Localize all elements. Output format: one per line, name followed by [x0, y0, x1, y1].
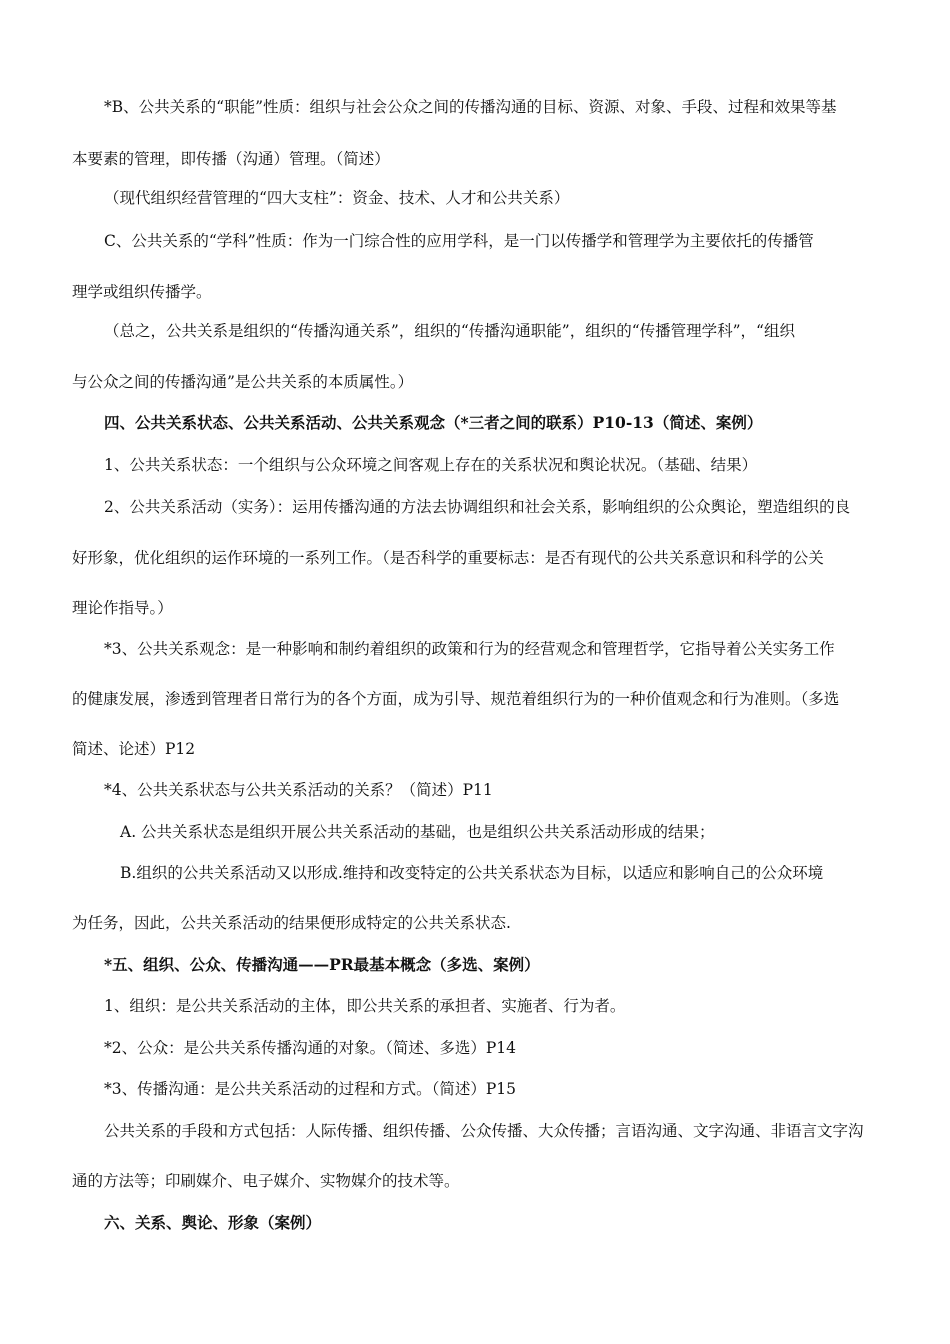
heading-section-four: 四、公共关系状态、公共关系活动、公共关系观念（*三者之间的联系）P10-13（简述、案例） — [104, 413, 763, 432]
item-public: *2、公众：是公共关系传播沟通的对象。（简述、多选）P14 — [104, 1039, 517, 1057]
paragraph-c-discipline-line1: C、公共关系的“学科”性质：作为一门综合性的应用学科，是一门以传播学和管理学为主要依托的传播管 — [104, 232, 814, 250]
summary-line1: （总之，公共关系是组织的“传播沟通关系”，组织的“传播沟通职能”，组织的“传播管理学科”，“组织 — [104, 322, 795, 340]
paragraph-c-discipline-line2: 理学或组织传播学。 — [72, 283, 212, 301]
paragraph-b-function-line1: *B、公共关系的“职能”性质：组织与社会公众之间的传播沟通的目标、资源、对象、手段、过程和效果等基 — [104, 98, 837, 116]
point-b-line1: B.组织的公共关系活动又以形成.维持和改变特定的公共关系状态为目标，以适应和影响自己的公众环境 — [120, 864, 824, 882]
item-pr-concept-line1: *3、公共关系观念：是一种影响和制约着组织的政策和行为的经营观念和管理哲学，它指导着公关实务工作 — [104, 640, 835, 658]
pr-means-line1: 公共关系的手段和方式包括：人际传播、组织传播、公众传播、大众传播；言语沟通、文字沟通、非语言文字沟 — [104, 1122, 864, 1140]
pr-means-line2: 通的方法等；印刷媒介、电子媒介、实物媒介的技术等。 — [72, 1172, 460, 1190]
item-organization: 1、组织：是公共关系活动的主体，即公共关系的承担者、实施者、行为者。 — [104, 997, 626, 1015]
item-state-activity-relation: *4、公共关系状态与公共关系活动的关系？（简述）P11 — [104, 781, 493, 799]
item-pr-activity-line1: 2、公共关系活动（实务）：运用传播沟通的方法去协调组织和社会关系，影响组织的公众舆论，塑造组织的良 — [104, 498, 851, 516]
heading-section-five: *五、组织、公众、传播沟通——PR最基本概念（多选、案例） — [104, 955, 540, 974]
item-pr-concept-line2: 的健康发展，渗透到管理者日常行为的各个方面，成为引导、规范着组织行为的一种价值观念和行为准则。（多选 — [72, 690, 840, 708]
heading-section-six: 六、关系、舆论、形象（案例） — [104, 1213, 322, 1232]
point-a: A. 公共关系状态是组织开展公共关系活动的基础，也是组织公共关系活动形成的结果； — [120, 823, 715, 841]
paragraph-b-function-line2: 本要素的管理，即传播（沟通）管理。（简述） — [72, 150, 390, 168]
item-pr-activity-line2: 好形象，优化组织的运作环境的一系列工作。（是否科学的重要标志：是否有现代的公共关系意识和科学的公关 — [72, 549, 824, 567]
item-pr-state: 1、公共关系状态：一个组织与公众环境之间客观上存在的关系状况和舆论状况。（基础、结果） — [104, 456, 758, 474]
note-four-pillars: （现代组织经营管理的“四大支柱”：资金、技术、人才和公共关系） — [104, 189, 570, 207]
point-b-line2: 为任务，因此，公共关系活动的结果便形成特定的公共关系状态. — [72, 914, 511, 932]
item-pr-concept-line3: 简述、论述）P12 — [72, 740, 196, 758]
summary-line2: 与公众之间的传播沟通”是公共关系的本质属性。） — [72, 373, 414, 391]
item-pr-activity-line3: 理论作指导。） — [72, 599, 173, 617]
item-communication: *3、传播沟通：是公共关系活动的过程和方式。（简述）P15 — [104, 1080, 517, 1098]
